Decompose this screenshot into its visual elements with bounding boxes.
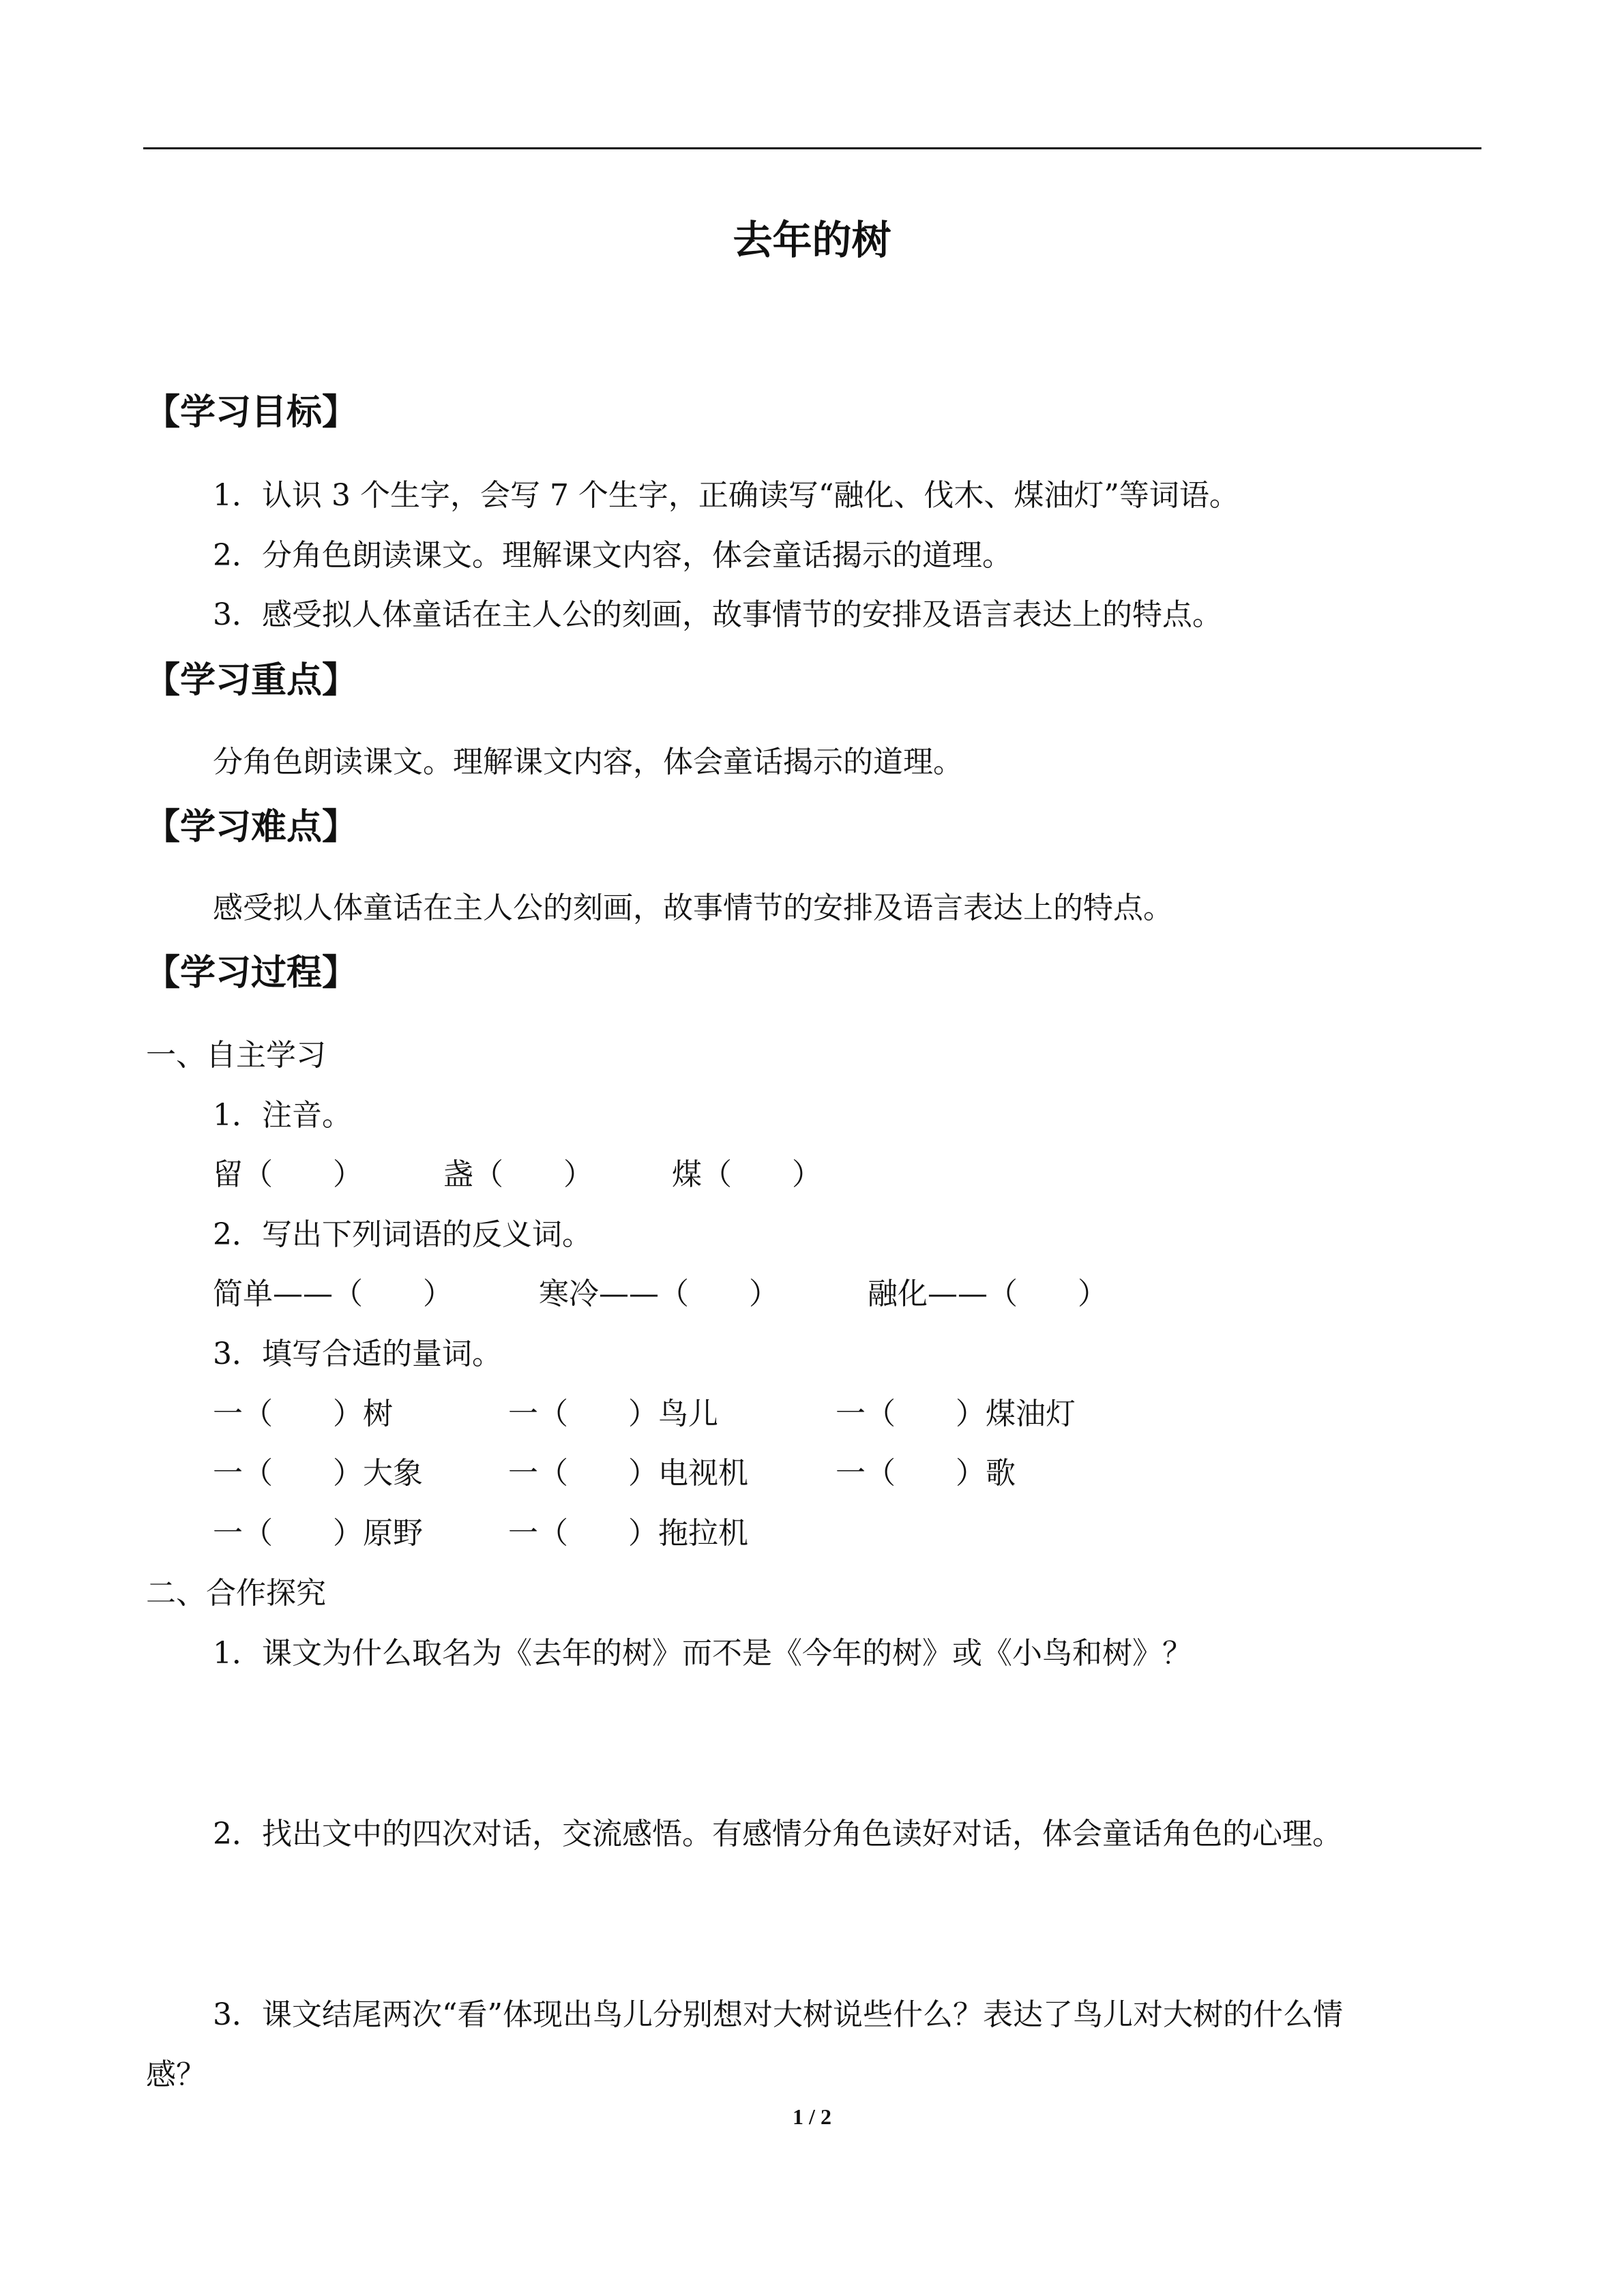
measure-row-2 [0, 1453, 1624, 1494]
section-1-q3: 3．填写合适的量词。 [213, 1337, 502, 1371]
measure-item: 一（ ）电视机 [508, 1456, 748, 1491]
section-2-title: 二、合作探究 [146, 1576, 326, 1611]
measure-item: 一（ ）树 [213, 1397, 393, 1431]
key-points-text: 分角色朗读课文。理解课文内容，体会童话揭示的道理。 [213, 745, 963, 779]
section-2-q3-line2: 感？ [146, 2057, 206, 2092]
antonym-row [0, 1274, 1624, 1315]
heading-process: 【学习过程】 [145, 953, 358, 994]
header-rule [143, 147, 1481, 149]
section-2-q1: 1．课文为什么取名为《去年的树》而不是《今年的树》或《小鸟和树》？ [213, 1636, 1192, 1671]
section-2-q2: 2．找出文中的四次对话，交流感悟。有感情分角色读好对话，体会童话角色的心理。 [213, 1817, 1342, 1851]
section-1-q1: 1．注音。 [213, 1098, 352, 1133]
measure-row-3 [0, 1513, 1624, 1554]
measure-item: 一（ ）歌 [836, 1456, 1016, 1491]
heading-difficulties: 【学习难点】 [145, 807, 358, 848]
page-number: 1 / 2 [793, 2104, 831, 2129]
phonetic-item: 留（ ） [213, 1157, 363, 1192]
phonetic-item: 盏（ ） [443, 1157, 593, 1192]
page-title: 去年的树 [733, 217, 891, 263]
measure-item: 一（ ）大象 [213, 1456, 423, 1491]
phonetic-row [0, 1154, 1624, 1195]
heading-objectives: 【学习目标】 [145, 392, 358, 433]
phonetic-item: 煤（ ） [672, 1157, 822, 1192]
heading-key-points: 【学习重点】 [145, 660, 358, 701]
section-1-title: 一、自主学习 [146, 1038, 326, 1073]
section-2-q3-line1: 3．课文结尾两次“看”体现出鸟儿分别想对大树说些什么？表达了鸟儿对大树的什么情 [213, 1997, 1343, 2032]
difficulties-text: 感受拟人体童话在主人公的刻画，故事情节的安排及语言表达上的特点。 [213, 891, 1173, 925]
objective-3: 3．感受拟人体童话在主人公的刻画，故事情节的安排及语言表达上的特点。 [213, 597, 1222, 632]
measure-item: 一（ ）煤油灯 [836, 1397, 1076, 1431]
measure-item: 一（ ）拖拉机 [508, 1516, 748, 1551]
antonym-item: 融化——（ ） [868, 1277, 1108, 1311]
measure-item: 一（ ）原野 [213, 1516, 423, 1551]
objective-2: 2．分角色朗读课文。理解课文内容，体会童话揭示的道理。 [213, 538, 1012, 573]
antonym-item: 简单——（ ） [213, 1277, 453, 1311]
section-1-q2: 2．写出下列词语的反义词。 [213, 1217, 592, 1252]
measure-item: 一（ ）鸟儿 [508, 1397, 718, 1431]
measure-row-1 [0, 1394, 1624, 1435]
antonym-item: 寒冷——（ ） [539, 1277, 779, 1311]
objective-1: 1．认识 3 个生字，会写 7 个生字，正确读写“融化、伐木、煤油灯”等词语。 [213, 478, 1239, 513]
